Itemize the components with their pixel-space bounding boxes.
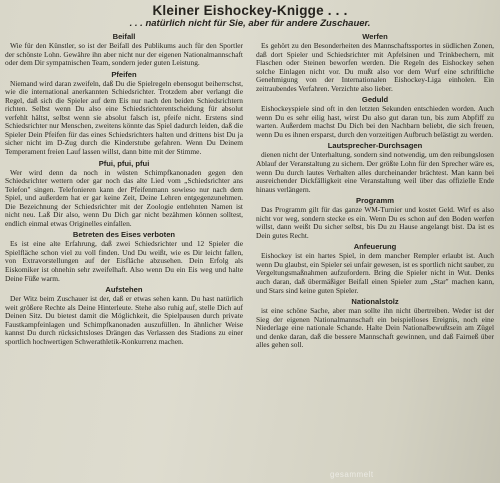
section-betreten: [5, 230, 243, 283]
section-heading: Nationalstolz: [351, 297, 399, 307]
section-text: ist eine schöne Sache, aber man sollte ihn nicht übertreiben. Weder ist der Sieg der eigenen Nationalmannschaft ein beispielloses Ereignis, noch eine Niederlage eine nationale Schande. Halte Dein Nationalbewußtsein am Zügel und denke daran, daß die bessere Mannschaft gewinnen, und daß Fairneß über alles gehen soll.: [256, 306, 494, 350]
section-pfui: [5, 159, 243, 229]
section-heading: Geduld: [361, 95, 389, 105]
section-text: Der Witz beim Zuschauer ist der, daß er etwas sehen kann. Du hast natürlich weit größere Rechte als Deine Hinterleute. Stehe also ruhig auf, stelle Dich auf Deinen Sitz. Du bietest damit die Möglichkeit, die Spielpausen durch private Faustkampfeinlagen und Schimpfkanonaden auszufüllen. In ähnlicher Weise kannst Du durch rücksichtsloses Drängen das Verlassen des Stadions zu einer sportlich hochwertigen Schwerathletik-Konkurrenz machen.: [5, 294, 243, 346]
section-text: dienen nicht der Unterhaltung, sondern sind notwendig, um den reibungslosen Ablauf der Veranstaltung zu sichern. Der größte Lohn für den Sprecher wäre es, wenn Du durch lautes Verhalten alles durcheinander brächtest. Man kann bei ausreichender Dickfälligkeit eine Veranstaltung weil über das offizielle Ende hinaus verlängern.: [256, 150, 494, 194]
section-text: Es ist eine alte Erfahrung, daß zwei Schiedsrichter und 12 Spieler die Spielfläche schon viel zu voll finden. Und Du weißt, wie es Dir leicht fallen, von Extravorstellungen auf der Eisfläche abzusehen. Dein Erfolg als Eiskomiker ist ohnehin sehr zweifelhaft. Also wenn Du ein Eis weg und halte Deine Füße warm.: [5, 239, 243, 283]
left-column: [5, 30, 243, 346]
section-heading: Lautsprecher-Durchsagen: [327, 141, 423, 151]
section-text: Eishockeyspiele sind oft in den letzten Sekunden entschieden worden. Auch wenn Du es sehr eilig hast, wirst Du also gut daran tun, bis zum Abpfiff zu warten. Außerdem machst Du Dich bei den Nachbarn beliebt, die sich freuen, wenn Du es ihnen ersparst, durch den vorzeitigen Aufbruch belästigt zu werden.: [256, 104, 494, 139]
section-heading: Werfen: [362, 32, 388, 41]
section-heading: Betreten des Eises verboten: [72, 230, 176, 240]
section-programm: [256, 196, 494, 240]
section-text: Das Programm gilt für das ganze WM-Turnier und kostet Geld. Wirf es also nicht vor weg, sondern stecke es ein. Wenn Du es schon auf den Boden werfen willst, dann weißt Du sicher selbst, bis Du zu Hause angelangt bist. Da ist es Dein gutes Recht.: [256, 205, 494, 240]
section-pfeifen: [5, 70, 243, 157]
document-title: Kleiner Eishockey-Knigge . . .: [152, 3, 348, 18]
section-text: Niemand wird daran zweifeln, daß Du die Spielregeln ebensogut beiherrschst, wie die international anerkannten Schiedsrichter. Trotzdem aber verlangt die Regel, daß sich die Spieler auf dem Eis nur nach den beiden Schiedsrichtern richten. Selbst wenn Du also eine Schiedsrichterentscheidung für absolut verfehlt hältst, selbst wenn sie absolut falsch ist, pfeife nicht. Erstens sind Schiedsrichter nur Menschen, zweitens könnte das Spiel dadurch leiden, daß die Spieler Dein Pfeifen für das eines Schiedsrichters halten und drittens bist Du ja sicher nicht im D-Zug durch die Kinderstube gefahren. Wenn Du Deinem Temperament freien Lauf lassen willst, dann bitte mit der Stimme.: [5, 78, 243, 157]
section-text: Wie für den Künstler, so ist der Beifall des Publikums auch für den Sportler der schönste Lohn. Gewähre ihn aber nicht nur der eigenen Nationalmannschaft oder dem Dir sympatnischen Team, sondern jeder guten Leistung.: [5, 41, 243, 68]
section-text: Eishockey ist ein hartes Spiel, in dem mancher Rempler erlaubt ist. Auch wenn Du glaubst, ein Spieler sei unfair gewesen, ist es sportlich nicht sauber, zu Vergeltungsmaßnahmen aufzufordern. Bring die Spieler nicht in Wut. Denks auch daran, daß übermäßiger Beifall einen Spieler zum „Star" machen kann, und Stars sind keine guten Spieler.: [256, 251, 494, 295]
section-geduld: [256, 95, 494, 139]
section-heading: Pfui, pfui, pfui: [98, 158, 150, 168]
section-text: Wer wird denn da noch in wüsten Schimpfkanonaden gegen den Schiedsrichter wettern oder gar noch das alte Lied vom „Schiedsrichter ans Telefon" singen. Telefonieren kann der Pfeifenmann sowieso nur nach dem Spiel, und außerdem hat er gar keine Zeit, Deine Lehren entgegenzunehmen. Die Bezeichnung der Schiedsrichter mit der Zoologie entlehnten Namen ist nicht neu. Laß Dir also, wenn Du Dich gar nicht bezähmen können solltest, endlich einmal etwas Originelles einfallen.: [5, 167, 243, 228]
document-subtitle: . . . natürlich nicht für Sie, aber für andere Zuschauer.: [129, 18, 371, 29]
section-heading: Anfeuerung: [353, 242, 397, 252]
section-beifall: [5, 32, 243, 68]
section-aufstehen: [5, 285, 243, 346]
section-heading: Pfeifen: [111, 69, 137, 79]
watermark: gesammelt: [330, 470, 374, 479]
section-heading: Beifall: [112, 32, 136, 41]
section-heading: Programm: [356, 196, 394, 206]
section-nationalstolz: [256, 297, 494, 350]
section-text: Es gehört zu den Besonderheiten des Mannschaftssportes in südlichen Zonen, daß dort Spieler und Schiedsrichter mit Apfelsinen und Trinkbechern, mit Flaschen oder Steinen beworfen werden. Die Regeln des Eishockey sehen solche Einlagen nicht vor. Du mußt also vor dem Wurf eine schriftliche Genehmigung von der Internationalen Eishockey-Liga einholen. Ein zeitraubendes Verfahren. Verzichte also lieber.: [256, 41, 494, 93]
section-lautsprecher: [256, 141, 494, 194]
section-werfen: [256, 32, 494, 93]
section-heading: Aufstehen: [105, 285, 143, 295]
right-column: [256, 30, 494, 350]
section-anfeuerung: [256, 242, 494, 295]
